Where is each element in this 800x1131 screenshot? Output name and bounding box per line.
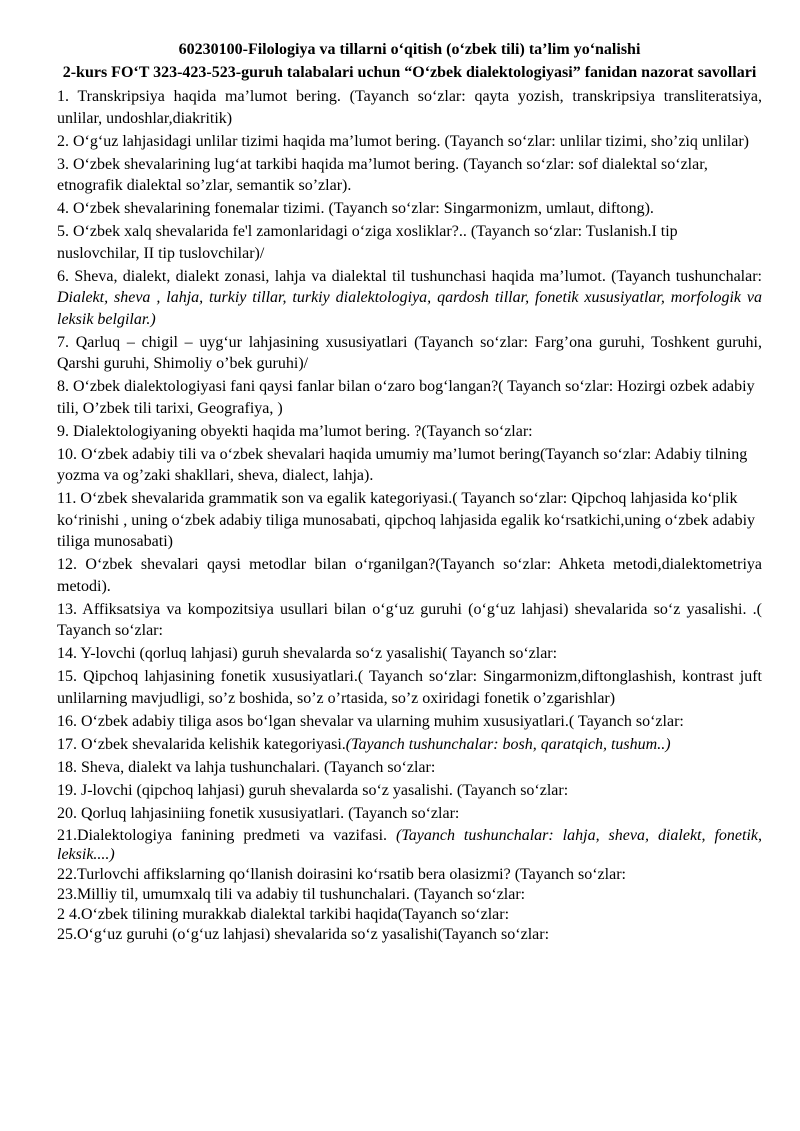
question-item: 7. Qarluq – chigil – uyg‘ur lahjasining xususiyatlari (Tayanch so‘zlar: Farg’ona guruhi, Toshkent guruhi, Qarshi guruhi, Shimoliy o’bek guruhi)/ (57, 333, 762, 372)
question-list (57, 86, 762, 944)
question-item: 2 4.O‘zbek tilining murakkab dialektal tarkibi haqida(Tayanch so‘zlar: (57, 905, 510, 923)
question-item: 11. O‘zbek shevalarida grammatik son va egalik kategoriyasi.( Tayanch so‘zlar: Qipchoq lahjasida ko‘plik ko‘rinishi , uning o‘zbek adabiy tiliga munosabati, qipchoq lahjasida egalik ko‘rsatkichi,uning o‘zbek adabiy tiliga munosabati) (57, 490, 756, 550)
question-item: 1. Transkripsiya haqida ma’lumot bering. (Tayanch so‘zlar: qayta yozish, transkripsiya transliteratsiya, unlilar, undoshlar,diakritik) (57, 88, 762, 127)
title-line-2: 2-kurs FO‘T 323-423-523-guruh talabalari uchun “O‘zbek dialektologiyasi” fanidan nazorat savollari (62, 64, 757, 81)
document-page (57, 38, 762, 945)
page-title (57, 38, 762, 84)
question-item: 17. O‘zbek shevalarida kelishik kategoriyasi.(Tayanch tushunchalar: bosh, qaratqich, tushum..) (57, 735, 671, 753)
question-item: 5. O‘zbek xalq shevalarida fe'l zamonlaridagi o‘ziga xosliklar?.. (Tayanch so‘zlar: Tuslanish.I tip nuslovchilar, II tip tuslovchilar)/ (57, 223, 678, 262)
title-line-1: 60230100-Filologiya va tillarni o‘qitish (o‘zbek tili) ta’lim yo‘nalishi (178, 41, 641, 58)
question-item: 13. Affiksatsiya va kompozitsiya usullari bilan o‘g‘uz guruhi (o‘g‘uz lahjasi) shevalarida so‘z yasalishi. .( Tayanch so‘zlar: (57, 600, 762, 639)
question-item: 25.O‘g‘uz guruhi (o‘g‘uz lahjasi) shevalarida so‘z yasalishi(Tayanch so‘zlar: (57, 925, 550, 943)
question-item: 14. Y-lovchi (qorluq lahjasi) guruh shevalarda so‘z yasalishi( Tayanch so‘zlar: (57, 645, 558, 662)
question-item: 8. O‘zbek dialektologiyasi fani qaysi fanlar bilan o‘zaro bog‘langan?( Tayanch so‘zlar: Hozirgi ozbek adabiy tili, O’zbek tili tarixi, Geografiya, ) (57, 378, 755, 417)
question-item: 19. J-lovchi (qipchoq lahjasi) guruh shevalarda so‘z yasalishi. (Tayanch so‘zlar: (57, 781, 569, 799)
question-item: 23.Milliy til, umumxalq tili va adabiy til tushunchalari. (Tayanch so‘zlar: (57, 885, 526, 903)
question-item: 16. O‘zbek adabiy tiliga asos bo‘lgan shevalar va ularning muhim xususiyatlari.( Tayanch so‘zlar: (57, 712, 684, 730)
question-item: 21.Dialektologiya fanining predmeti va vazifasi. (Tayanch tushunchalar: lahja, sheva, dialekt, fonetik, leksik....) (57, 826, 762, 863)
question-item: 20. Qorluq lahjasiniing fonetik xususiyatlari. (Tayanch so‘zlar: (57, 804, 460, 822)
question-item: 15. Qipchoq lahjasining fonetik xususiyatlari.( Tayanch so‘zlar: Singarmonizm,diftonglashish, kontrast juft unlilarning mavjudligi, so’z boshida, so’z o’rtasida, so’z oxiridagi fonetik o’zgarishlar) (57, 668, 762, 707)
question-item: 3. O‘zbek shevalarining lug‘at tarkibi haqida ma’lumot bering. (Tayanch so‘zlar: sof dialektal so‘zlar, etnografik dialektal so’zlar, semantik so’zlar). (57, 155, 708, 194)
question-item: 4. O‘zbek shevalarining fonemalar tizimi. (Tayanch so‘zlar: Singarmonizm, umlaut, diftong). (57, 200, 654, 217)
question-item: 12. O‘zbek shevalari qaysi metodlar bilan o‘rganilgan?(Tayanch so‘zlar: Ahketa metodi,dialektometriya metodi). (57, 556, 762, 595)
question-item: 10. O‘zbek adabiy tili va o‘zbek shevalari haqida umumiy ma’lumot bering(Tayanch so‘zlar: Adabiy tilning yozma va og’zaki shakllari, sheva, dialect, lahja). (57, 445, 748, 484)
question-item: 6. Sheva, dialekt, dialekt zonasi, lahja va dialektal til tushunchasi haqida ma’lumot. (Tayanch tushunchalar: Dialekt, sheva , lahja, turkiy tillar, turkiy dialektologiya, qardosh tillar, fonetik xususiyatlar, morfologik va leksik belgilar.) (57, 267, 762, 328)
question-item: 22.Turlovchi affikslarning qo‘llanish doirasini ko‘rsatib bera olasizmi? (Tayanch so‘zlar: (57, 865, 626, 883)
question-item: 18. Sheva, dialekt va lahja tushunchalari. (Tayanch so‘zlar: (57, 758, 436, 776)
question-item: 9. Dialektologiyaning obyekti haqida ma’lumot bering. ?(Tayanch so‘zlar: (57, 422, 533, 440)
question-item: 2. O‘g‘uz lahjasidagi unlilar tizimi haqida ma’lumot bering. (Tayanch so‘zlar: unlilar tizimi, sho’ziq unlilar) (57, 132, 750, 150)
